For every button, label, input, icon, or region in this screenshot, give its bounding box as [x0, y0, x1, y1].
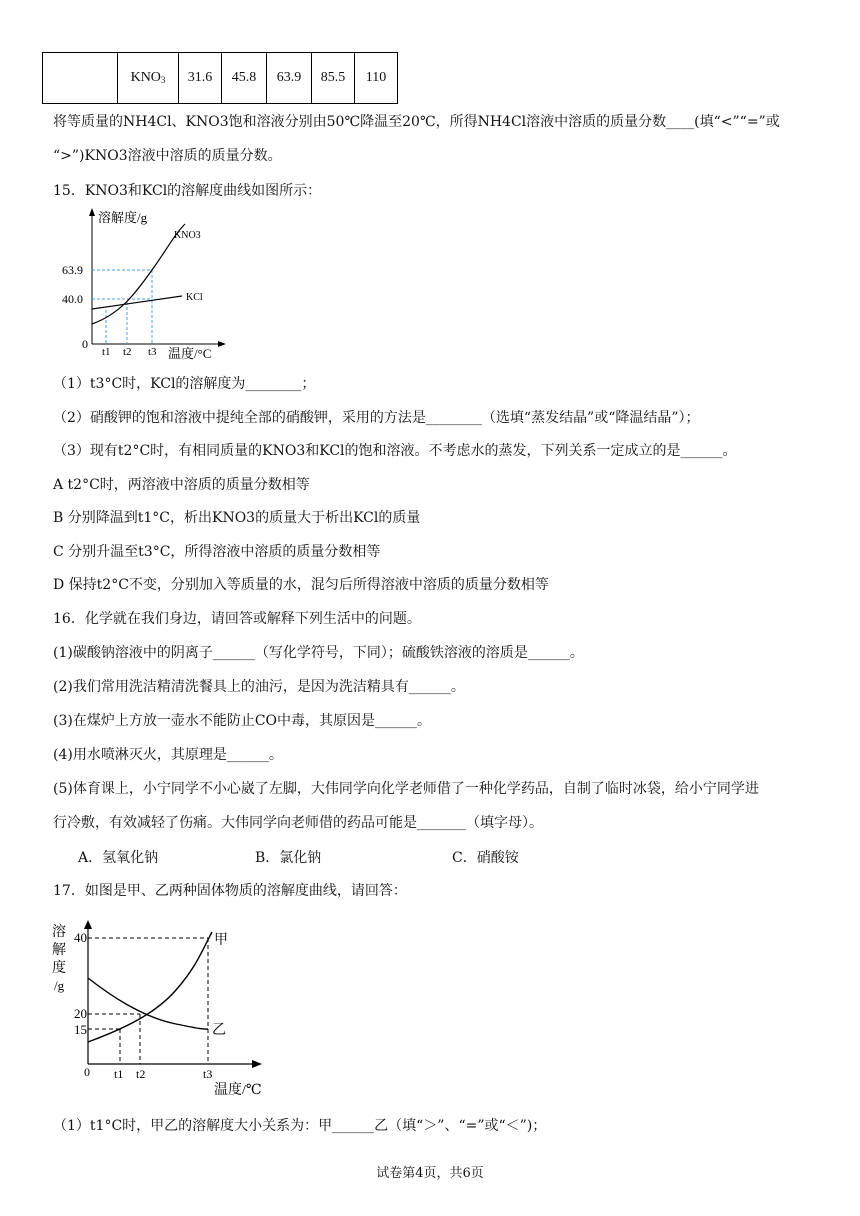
- q17-origin-label: 0: [84, 1065, 90, 1079]
- q17-y-tick: 40: [74, 930, 87, 945]
- q16-option-a: A．氢氧化钠: [78, 850, 159, 866]
- q15-y-tick: 40.0: [62, 292, 83, 306]
- q16-sub2: (2)我们常用洗洁精清洗餐具上的油污，是因为洗洁精具有______。: [53, 679, 465, 695]
- q14-text-line1: 将等质量的NH4Cl、KNO3饱和溶液分别由50℃降温至20℃，所得NH4Cl溶液中溶质的质量分数____(填“<”“=”或: [53, 114, 780, 130]
- q15-option-a: A t2°C时，两溶液中溶质的质量分数相等: [53, 477, 310, 493]
- q15-sub1: （1）t3°C时，KCl的溶解度为________；: [53, 376, 316, 392]
- q17-y-tick: 20: [74, 1006, 87, 1021]
- q17-stem: 17．如图是甲、乙两种固体物质的溶解度曲线，请回答：: [53, 883, 407, 899]
- q17-x-tick: t3: [203, 1067, 213, 1081]
- q16-option-b: B．氯化钠: [255, 850, 322, 866]
- q17-y-tick: 15: [74, 1022, 87, 1037]
- q16-sub3: (3)在煤炉上方放一壶水不能防止CO中毒，其原因是______。: [53, 713, 432, 729]
- table-cell: 110: [355, 53, 398, 104]
- q15-x-tick: t3: [148, 346, 157, 358]
- q16-stem: 16．化学就在我们身边，请回答或解释下列生活中的问题。: [53, 611, 421, 627]
- q15-solubility-graph: [60, 204, 240, 364]
- q16-sub5-line1: (5)体育课上，小宁同学不小心崴了左脚，大伟同学向化学老师借了一种化学药品，自制了临时冰袋，给小宁同学进: [53, 781, 759, 797]
- table-cell: 45.8: [222, 53, 267, 104]
- q17-jia-label: 甲: [214, 933, 228, 948]
- q17-x-tick: t1: [114, 1067, 124, 1081]
- q16-sub1: (1)碳酸钠溶液中的阴离子______（写化学符号，下同）；硫酸铁溶液的溶质是______。: [53, 645, 584, 661]
- q15-origin-label: 0: [82, 337, 88, 351]
- q17-solubility-graph: [46, 918, 286, 1098]
- q16-sub5-line2: 行冷敷，有效减轻了伤痛。大伟同学向老师借的药品可能是_______（填字母）。: [53, 815, 543, 831]
- q14-text-line2: “>”)KNO3溶液中溶质的质量分数。: [53, 148, 282, 164]
- q15-x-tick: t1: [102, 346, 111, 358]
- q15-sub3: （3）现有t2°C时，有相同质量的KNO3和KCl的饱和溶液。不考虑水的蒸发，下列关系一定成立的是______。: [53, 443, 737, 459]
- q15-kno3-curve: [92, 224, 185, 324]
- table-row: [43, 53, 398, 104]
- table-cell: 85.5: [312, 53, 355, 104]
- q17-x-axis-label: 温度/℃: [214, 1083, 262, 1098]
- q16-sub4: (4)用水喷淋灭火，其原理是______。: [53, 747, 283, 763]
- q16-option-c: C．硝酸铵: [452, 850, 519, 866]
- q15-option-d: D 保持t2°C不变，分别加入等质量的水，混匀后所得溶液中溶质的质量分数相等: [53, 577, 549, 593]
- table-cell: 63.9: [267, 53, 312, 104]
- q17-y-label-char: /g: [54, 978, 65, 993]
- page-footer: 试卷第4页，共6页: [376, 1166, 484, 1181]
- q17-jia-curve: [88, 932, 212, 1042]
- q17-y-label-char: 解: [52, 943, 66, 958]
- q15-y-tick: 63.9: [62, 263, 83, 277]
- q17-sub1: （1）t1°C时，甲乙的溶解度大小关系为：甲______乙（填“＞”、“=”或“＜”)；: [53, 1118, 547, 1134]
- q17-yi-label: 乙: [212, 1023, 226, 1038]
- q17-y-label-char: 溶: [52, 925, 66, 940]
- q15-stem: 15．KNO3和KCl的溶解度曲线如图所示：: [53, 183, 322, 199]
- table-cell-substance: $KNO_3$: [118, 53, 179, 104]
- q15-kcl-curve: [92, 296, 182, 309]
- q15-kcl-label: KCl: [186, 292, 203, 303]
- table-row-label: [43, 53, 118, 104]
- q17-y-label-char: 度: [52, 961, 66, 976]
- q15-x-tick: t2: [123, 346, 132, 358]
- q15-option-c: C 分别升温至t3°C，所得溶液中溶质的质量分数相等: [53, 544, 381, 560]
- table-cell: 31.6: [179, 53, 222, 104]
- q15-y-axis-label: 溶解度/g: [98, 210, 148, 225]
- solubility-table: [42, 52, 398, 104]
- q15-sub2: （2）硝酸钾的饱和溶液中提纯全部的硝酸钾，采用的方法是________（选填“蒸发结晶”或“降温结晶”）；: [53, 410, 700, 426]
- q15-x-axis-label: 温度/°C: [168, 346, 212, 361]
- q15-option-b: B 分别降温到t1°C，析出KNO3的质量大于析出KCl的质量: [53, 510, 421, 526]
- q15-kno3-label: KNO3: [174, 230, 201, 241]
- q17-x-tick: t2: [136, 1067, 146, 1081]
- q17-yi-curve: [88, 978, 208, 1029]
